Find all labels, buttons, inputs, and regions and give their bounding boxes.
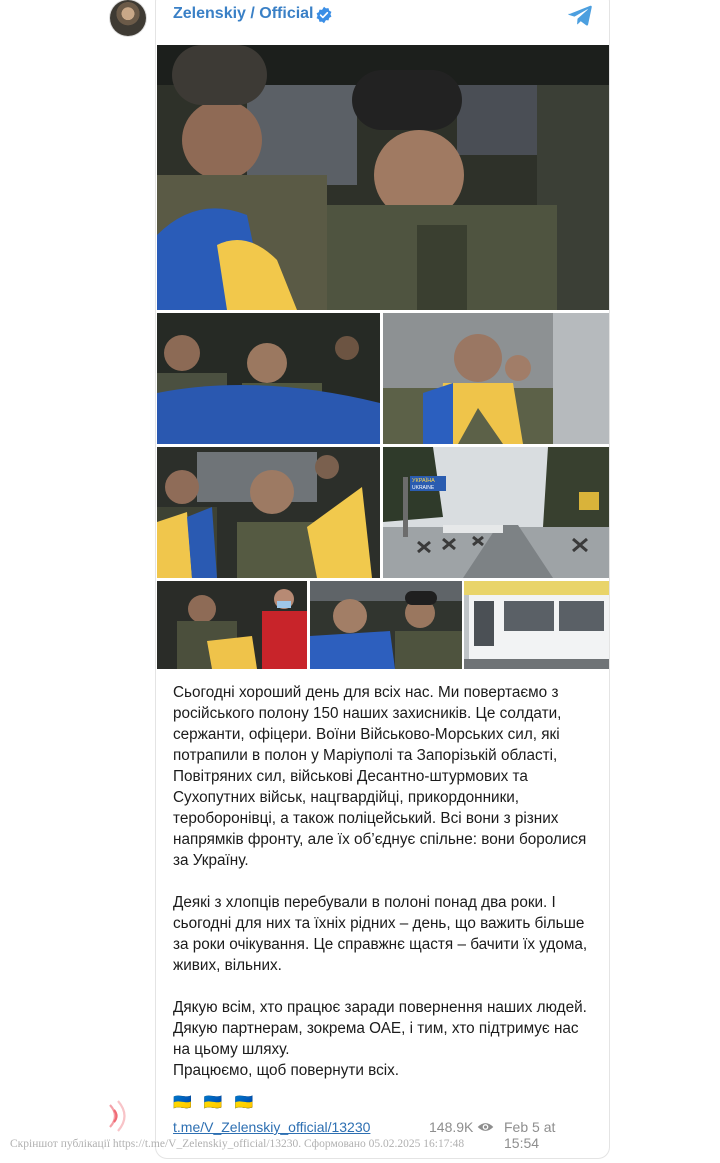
- channel-name[interactable]: Zelenskiy / Official: [173, 5, 314, 22]
- sign-text: УКРАЇНА: [412, 478, 435, 484]
- photo-main[interactable]: [157, 45, 609, 310]
- photo-7[interactable]: [310, 581, 462, 669]
- screenshot-watermark: Скріншот публікації https://t.me/V_Zelenskiy_official/13230. Сформовано 05.02.2025 16:17:48: [10, 1138, 465, 1150]
- post-text: [173, 682, 598, 1081]
- photo-8[interactable]: [464, 581, 609, 669]
- post-date: Feb 5 at 15:54: [504, 1119, 556, 1151]
- post-link[interactable]: t.me/V_Zelenskiy_official/13230: [173, 1119, 371, 1135]
- photo-6[interactable]: [157, 581, 307, 669]
- post-paragraph: Працюємо, щоб повернути всіх.: [173, 1062, 400, 1079]
- photo-4[interactable]: [157, 447, 380, 578]
- channel-avatar[interactable]: [110, 0, 146, 36]
- sign-text-en: UKRAINE: [412, 485, 435, 491]
- verified-icon: [315, 6, 333, 24]
- photo-5[interactable]: [383, 447, 609, 578]
- post-card: [155, 0, 610, 1159]
- post-paragraph: Дякую всім, хто працює заради повернення наших людей. Дякую партнерам, зокрема ОАЕ, і тим, хто підтримує нас на цьому шляху.: [173, 999, 587, 1058]
- broadcast-icon: [104, 1099, 128, 1133]
- telegram-icon[interactable]: [567, 2, 593, 28]
- photo-3[interactable]: [383, 313, 609, 444]
- eye-icon: [477, 1120, 494, 1134]
- post-paragraph: Сьогодні хороший день для всіх нас. Ми повертаємо з російського полону 150 наших захисників. Це солдати, сержанти, офіцери. Воїни Військово-Морських сил, які потрапили в полон у Маріуполі та Запорізькій області, Повітряних сил, військові Десантно-штурмових та Сухопутних військ, нацгвардійці, прикордонники, тероборонівці, а також поліцейський. Всі вони з різних напрямків фронту, але їх об’єднує спільне: вони боролися за Україну.: [173, 684, 587, 869]
- view-count: 148.9K: [429, 1119, 474, 1135]
- photo-2[interactable]: [157, 313, 380, 444]
- post-header: [156, 1, 609, 35]
- flag-emojis: 🇺🇦 🇺🇦 🇺🇦: [173, 1094, 258, 1111]
- post-paragraph: Деякі з хлопців перебували в полоні понад два роки. І сьогодні для них та їхніх рідних – день, що важить більше за роки очікування. Це справжнє щастя – бачити їх удома, живих, вільних.: [173, 894, 588, 974]
